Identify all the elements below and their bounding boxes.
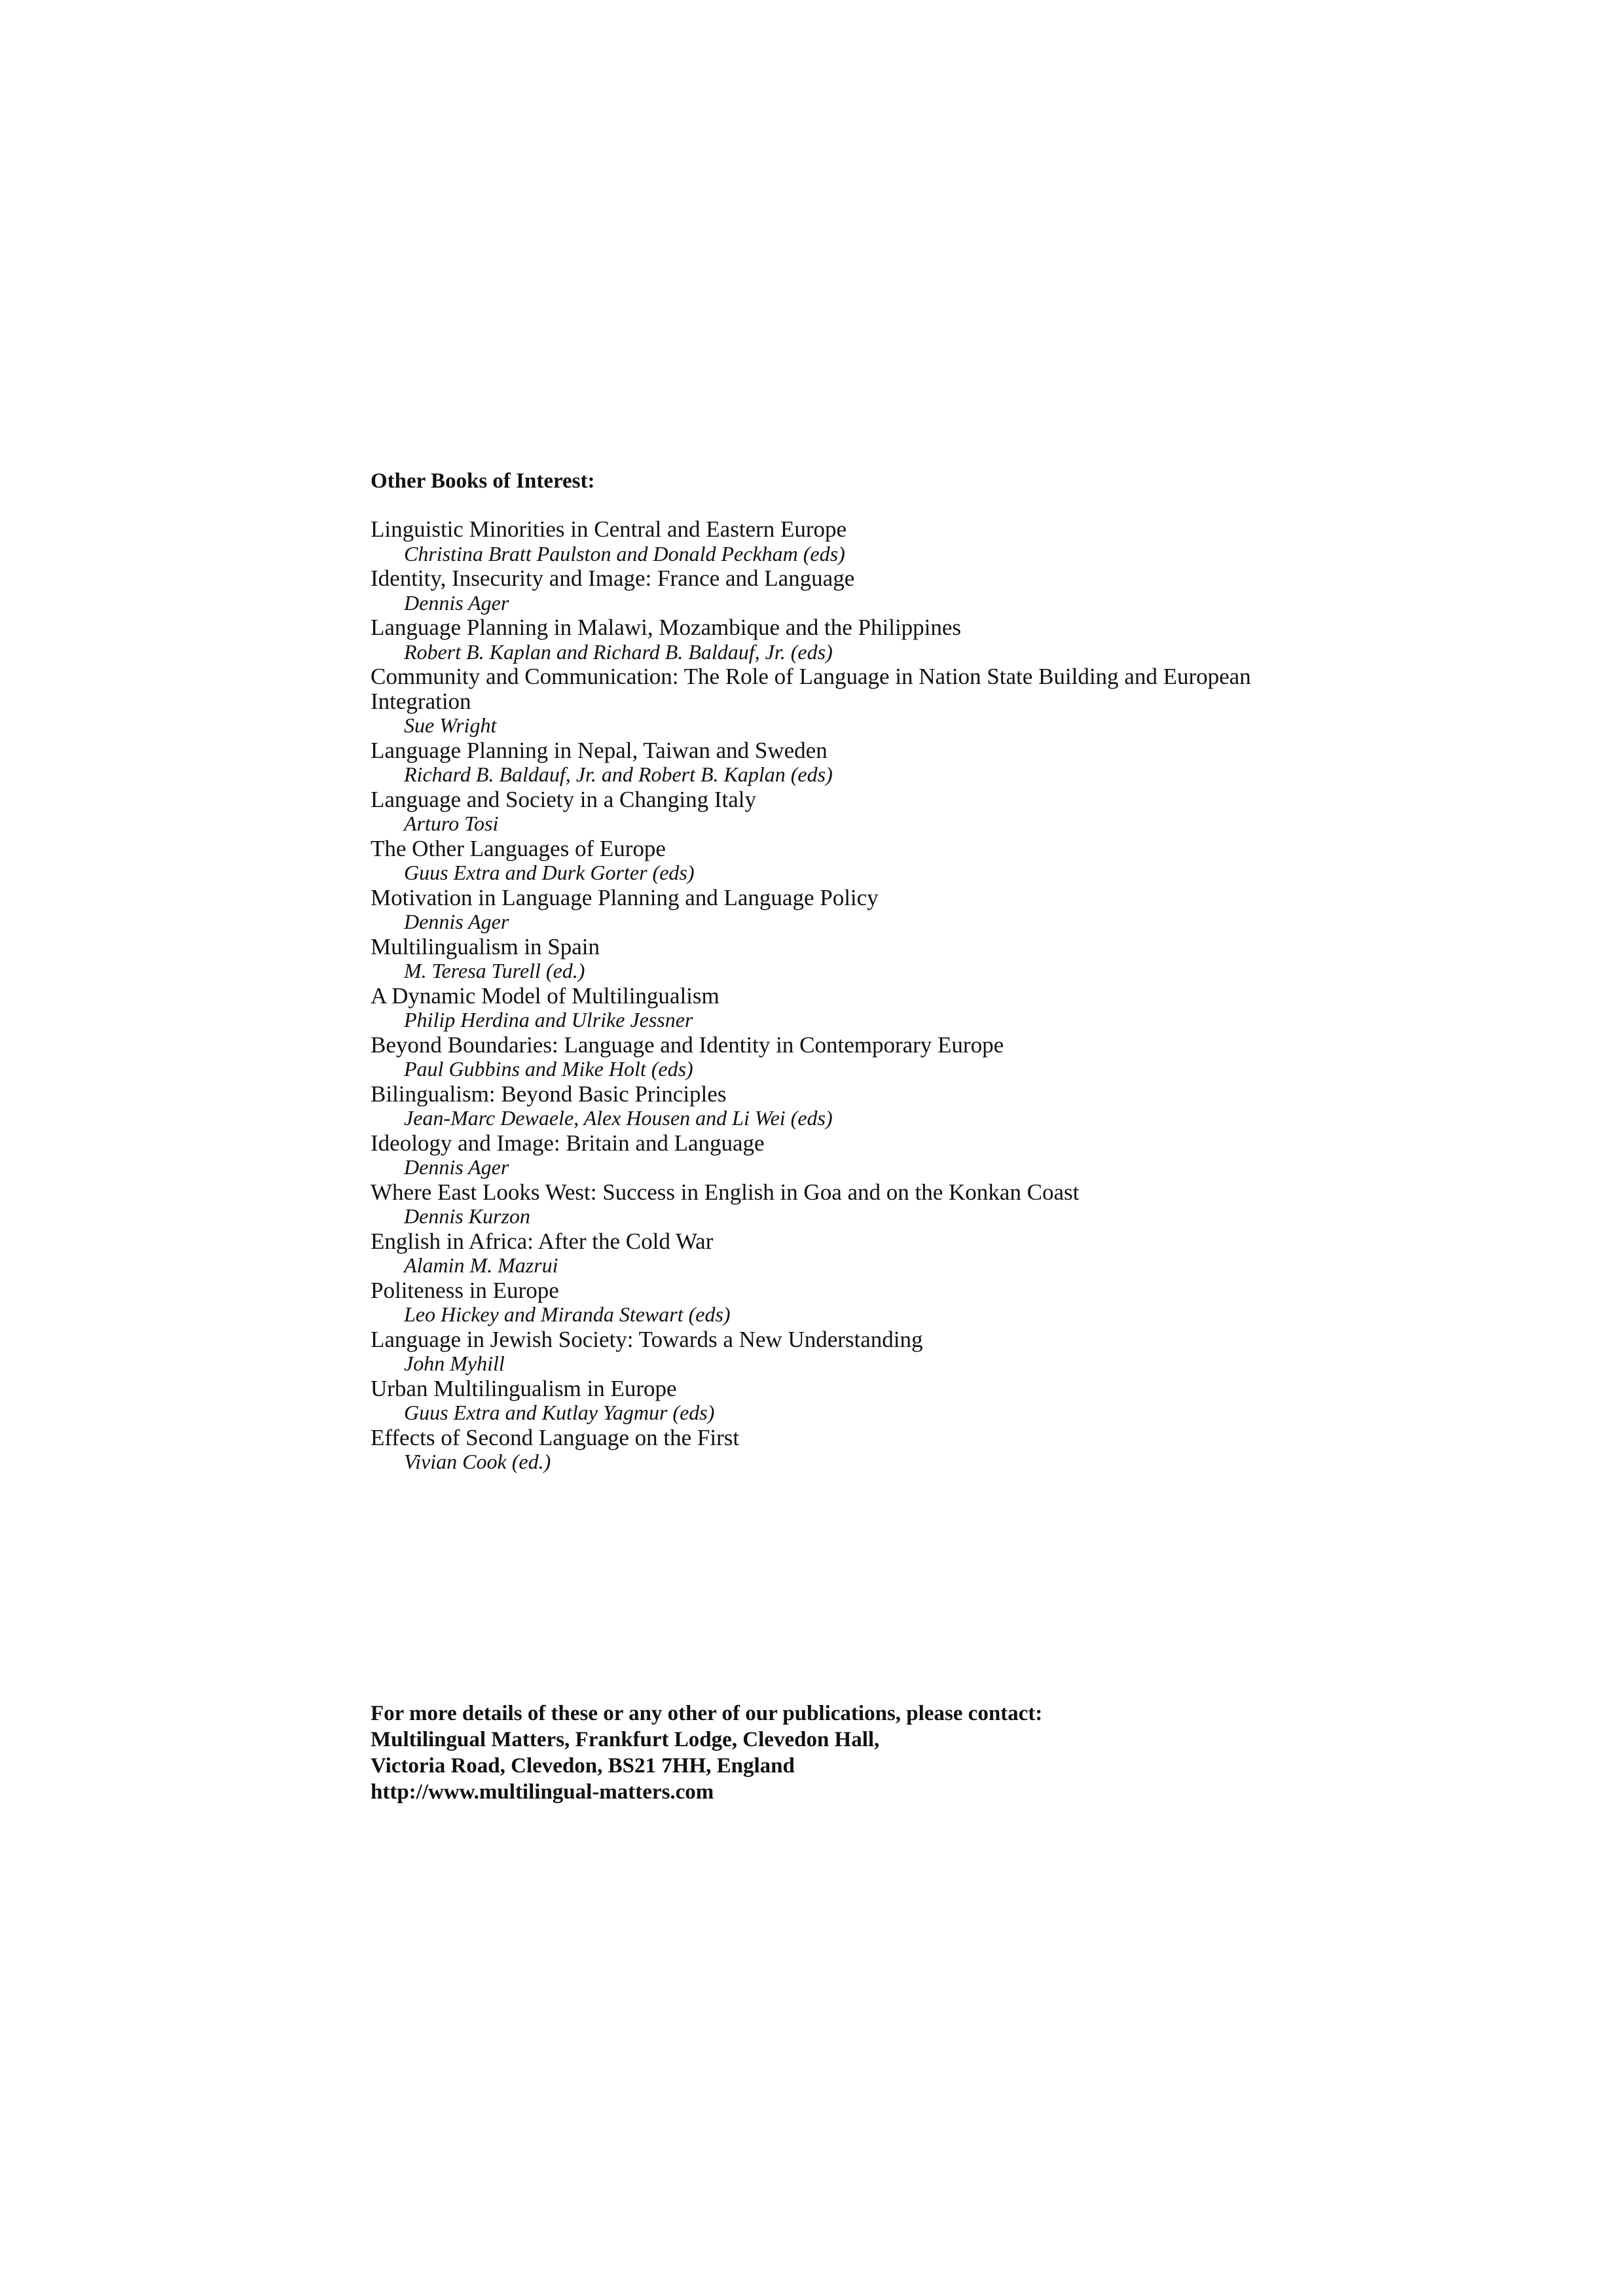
publisher-website: http://www.multilingual-matters.com bbox=[371, 1780, 714, 1804]
book-author: Guus Extra and Durk Gorter (eds) bbox=[404, 861, 695, 884]
book-author: Alamin M. Mazrui bbox=[404, 1253, 558, 1277]
book-title: Language in Jewish Society: Towards a New Understanding bbox=[371, 1326, 923, 1352]
list-item bbox=[371, 935, 1313, 984]
publisher-address-line-2: Victoria Road, Clevedon, BS21 7HH, England bbox=[371, 1754, 795, 1778]
book-author: Leo Hickey and Miranda Stewart (eds) bbox=[404, 1302, 731, 1326]
book-title: Where East Looks West: Success in English in Goa and on the Konkan Coast bbox=[371, 1179, 1080, 1205]
book-author: John Myhill bbox=[404, 1352, 505, 1375]
list-item bbox=[371, 664, 1313, 738]
book-list bbox=[371, 517, 1313, 1475]
list-item bbox=[371, 787, 1313, 836]
list-item bbox=[371, 1327, 1313, 1376]
book-title: The Other Languages of Europe bbox=[371, 835, 666, 861]
book-author: M. Teresa Turell (ed.) bbox=[404, 959, 585, 982]
book-author: Christina Bratt Paulston and Donald Peckham (eds) bbox=[404, 541, 845, 565]
book-author: Sue Wright bbox=[404, 713, 497, 737]
book-title: Linguistic Minorities in Central and Eastern Europe bbox=[371, 516, 847, 542]
book-title: Effects of Second Language on the First bbox=[371, 1424, 740, 1450]
book-title: Identity, Insecurity and Image: France and Language bbox=[371, 565, 855, 591]
list-item bbox=[371, 984, 1313, 1033]
book-title: English in Africa: After the Cold War bbox=[371, 1228, 714, 1254]
list-item bbox=[371, 1229, 1313, 1278]
list-item bbox=[371, 566, 1313, 615]
list-item bbox=[371, 738, 1313, 787]
book-author: Dennis Ager bbox=[404, 910, 509, 933]
list-item bbox=[371, 517, 1313, 566]
book-author: Paul Gubbins and Mike Holt (eds) bbox=[404, 1057, 693, 1081]
book-title: Beyond Boundaries: Language and Identity in Contemporary Europe bbox=[371, 1031, 1004, 1058]
list-item bbox=[371, 1278, 1313, 1327]
book-author: Dennis Kurzon bbox=[404, 1204, 530, 1228]
book-author: Guus Extra and Kutlay Yagmur (eds) bbox=[404, 1401, 715, 1424]
list-item bbox=[371, 1376, 1313, 1426]
book-author: Vivian Cook (ed.) bbox=[404, 1450, 551, 1473]
page-heading: Other Books of Interest: bbox=[371, 469, 595, 493]
list-item bbox=[371, 886, 1313, 935]
book-title: Language Planning in Nepal, Taiwan and Sweden bbox=[371, 737, 828, 763]
contact-intro: For more details of these or any other of our publications, please contact: bbox=[371, 1702, 1043, 1725]
book-author: Arturo Tosi bbox=[404, 812, 499, 835]
book-title: Language Planning in Malawi, Mozambique and the Philippines bbox=[371, 615, 962, 640]
book-author: Richard B. Baldauf, Jr. and Robert B. Kaplan (eds) bbox=[404, 762, 833, 786]
book-title: Language and Society in a Changing Italy bbox=[371, 786, 757, 812]
list-item bbox=[371, 615, 1313, 664]
publisher-address-line-1: Multilingual Matters, Frankfurt Lodge, Clevedon Hall, bbox=[371, 1728, 880, 1751]
contact-block bbox=[371, 1700, 1313, 1805]
book-author: Philip Herdina and Ulrike Jessner bbox=[404, 1008, 693, 1031]
book-author: Dennis Ager bbox=[404, 1155, 509, 1179]
list-item bbox=[371, 836, 1313, 886]
list-item bbox=[371, 1082, 1313, 1131]
book-author: Robert B. Kaplan and Richard B. Baldauf, Jr. (eds) bbox=[404, 639, 833, 664]
book-title: A Dynamic Model of Multilingualism bbox=[371, 982, 720, 1009]
book-title: Ideology and Image: Britain and Language bbox=[371, 1130, 765, 1156]
book-title: Motivation in Language Planning and Language Policy bbox=[371, 884, 879, 910]
list-item bbox=[371, 1033, 1313, 1082]
list-item bbox=[371, 1131, 1313, 1180]
book-title: Community and Communication: The Role of Language in Nation State Building and European Integration bbox=[371, 664, 1251, 714]
book-title: Politeness in Europe bbox=[371, 1277, 559, 1303]
book-title: Bilingualism: Beyond Basic Principles bbox=[371, 1081, 727, 1107]
list-item bbox=[371, 1180, 1313, 1229]
book-title: Urban Multilingualism in Europe bbox=[371, 1375, 677, 1401]
book-author: Jean-Marc Dewaele, Alex Housen and Li Wei (eds) bbox=[404, 1106, 833, 1130]
heading-block bbox=[371, 468, 1313, 494]
book-title: Multilingualism in Spain bbox=[371, 933, 600, 960]
list-item bbox=[371, 1426, 1313, 1475]
book-author: Dennis Ager bbox=[404, 590, 509, 615]
